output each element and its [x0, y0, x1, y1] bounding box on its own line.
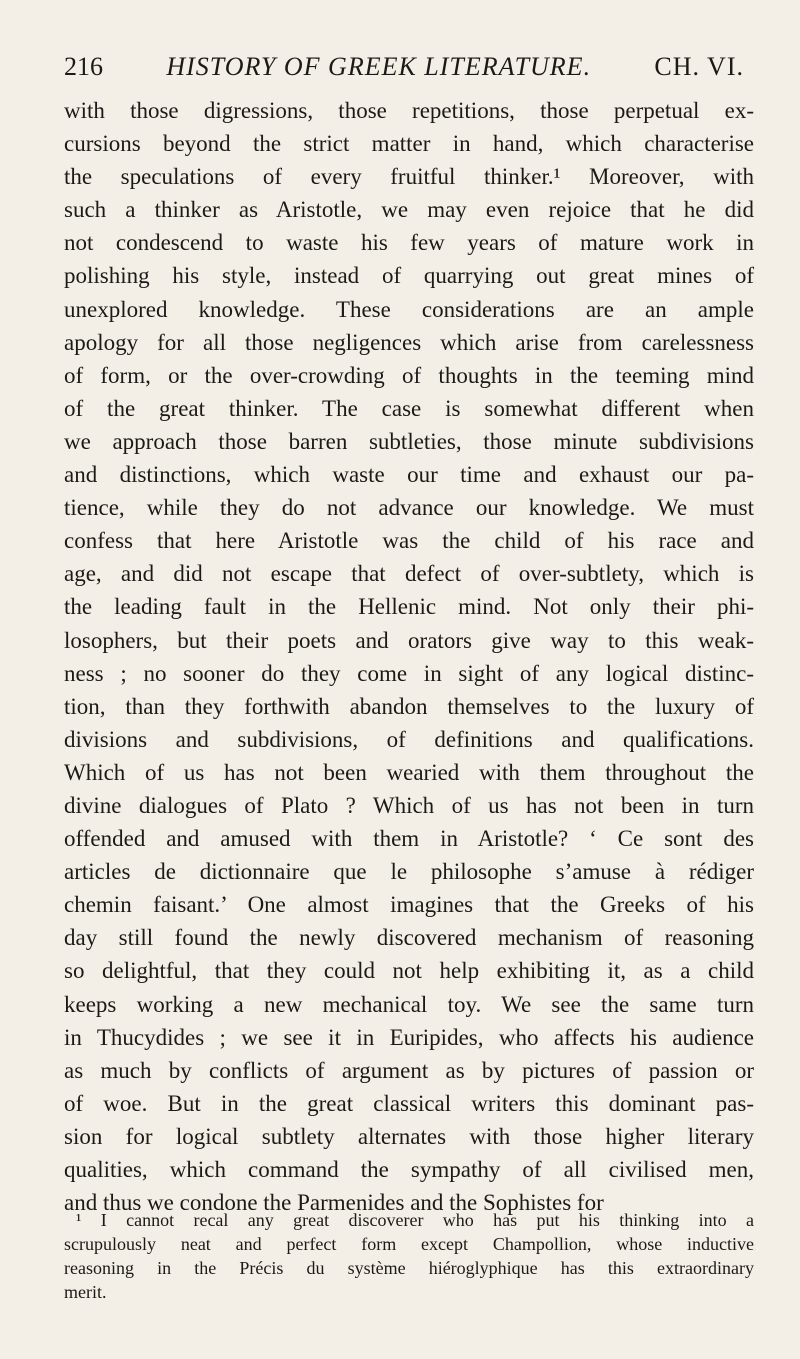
text-line: tience, while they do not advance our knowledge. We must [64, 495, 754, 521]
text-line: the leading fault in the Hellenic mind. Not only their phi- [64, 594, 754, 620]
body-paragraph [64, 94, 754, 1219]
text-line: apology for all those negligences which arise from carelessness [64, 329, 754, 355]
text-line: cursions beyond the strict matter in hand, which characterise [64, 131, 754, 157]
text-line: with those digressions, those repetitions, those perpetual ex- [64, 98, 754, 123]
text-line: as much by conflicts of argument as by pictures of passion or [64, 1057, 754, 1083]
footnote-line: scrupulously neat and perfect form except Champollion, whose inductive [64, 1234, 754, 1254]
chapter-label: CH. VI. [654, 52, 744, 81]
running-title: HISTORY OF GREEK LITERATURE. [166, 52, 592, 81]
running-header [64, 52, 744, 82]
text-line: in Thucydides ; we see it in Euripides, who affects his audience [64, 1024, 754, 1050]
text-line: and thus we condone the Parmenides and the Sophistes for [64, 1190, 604, 1216]
footnote-line: reasoning in the Précis du système hiéroglyphique has this extraordinary [64, 1258, 754, 1278]
text-line: of woe. But in the great classical writers this dominant pas- [64, 1090, 754, 1116]
text-line: divisions and subdivisions, of definitions and qualifications. [64, 726, 754, 752]
page-number: 216 [64, 52, 103, 81]
footnote [64, 1208, 754, 1304]
text-line: divine dialogues of Plato ? Which of us has not been in turn [64, 792, 754, 818]
text-line: tion, than they forthwith abandon themselves to the luxury of [64, 693, 754, 719]
text-line: chemin faisant.’ One almost imagines that the Greeks of his [64, 892, 754, 918]
text-line: articles de dictionnaire que le philosophe s’amuse à rédiger [64, 859, 754, 885]
footnote-line: ¹ I cannot recal any great discoverer who has put his thinking into a [76, 1210, 754, 1230]
text-line: of the great thinker. The case is somewhat different when [64, 395, 754, 421]
text-line: losophers, but their poets and orators give way to this weak- [64, 627, 754, 653]
text-line: age, and did not escape that defect of over-subtlety, which is [64, 561, 754, 587]
text-line: so delightful, that they could not help exhibiting it, as a child [64, 958, 754, 984]
text-line: not condescend to waste his few years of mature work in [64, 230, 754, 256]
text-line: offended and amused with them in Aristotle? ‘ Ce sont des [64, 826, 754, 852]
text-line: keeps working a new mechanical toy. We see the same turn [64, 991, 754, 1017]
text-line: qualities, which command the sympathy of all civilised men, [64, 1157, 754, 1182]
text-line: unexplored knowledge. These considerations are an ample [64, 296, 754, 322]
text-line: confess that here Aristotle was the child of his race and [64, 528, 754, 554]
text-line: and distinctions, which waste our time and exhaust our pa- [64, 462, 754, 488]
text-line: we approach those barren subtleties, those minute subdivisions [64, 428, 754, 454]
text-line: Which of us has not been wearied with them throughout the [64, 759, 754, 785]
text-line: the speculations of every fruitful thinker.¹ Moreover, with [64, 164, 754, 190]
text-line: ness ; no sooner do they come in sight of any logical distinc- [64, 660, 754, 686]
text-line: of form, or the over-crowding of thoughts in the teeming mind [64, 362, 754, 388]
text-line: such a thinker as Aristotle, we may even rejoice that he did [64, 197, 754, 223]
text-line: sion for logical subtlety alternates with those higher literary [64, 1123, 754, 1149]
footnote-line: merit. [64, 1282, 107, 1302]
text-line: polishing his style, instead of quarrying out great mines of [64, 263, 754, 289]
text-line: day still found the newly discovered mechanism of reasoning [64, 925, 754, 951]
